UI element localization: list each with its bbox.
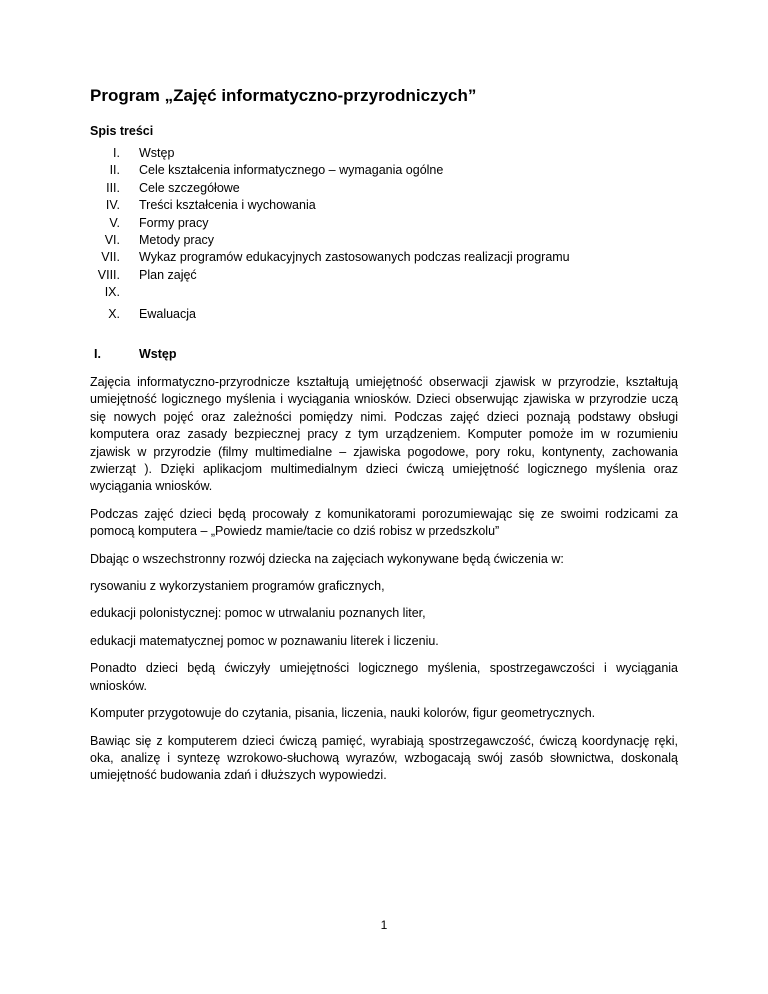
paragraph: edukacji matematycznej pomoc w poznawaniu literek i liczeniu. bbox=[90, 633, 439, 648]
toc-number: X. bbox=[108, 306, 120, 321]
toc-label: Metody pracy bbox=[139, 232, 215, 247]
toc-label: Plan zajęć bbox=[139, 267, 197, 282]
paragraph: Zajęcia informatyczno-przyrodnicze kształtują umiejętność obserwacji zjawisk w przyrodzie, kształtują umiejętność logicznego myślenia i wyciągania wniosków. Dzieci obserwując zjawiska w przyrodzie uczą się nowych pojęć oraz zależności pomiędzy nimi. Podczas zajęć dzieci poznają podstawy obsługi komputera oraz zasady bezpiecznej pracy z tym urządzeniem. Komputer pomoże im w rozumieniu zjawisk w przyrodzie (filmy multimedialne – zjawiska pogodowe, pory roku, kontynenty, zachowania zwierząt ). Dzięki aplikacjom multimedialnym dzieci ćwiczą umiejętność logicznego myślenia oraz wyciągania wniosków. bbox=[90, 375, 678, 494]
toc-number: VI. bbox=[104, 232, 120, 247]
paragraph: Ponadto dzieci będą ćwiczyły umiejętności logicznego myślenia, spostrzegawczości i wyciągania wniosków. bbox=[90, 661, 678, 693]
page-number: 1 bbox=[380, 918, 388, 932]
toc-number: V. bbox=[109, 215, 120, 230]
section-number: I. bbox=[94, 347, 101, 361]
toc-label: Cele kształcenia informatycznego – wymagania ogólne bbox=[139, 163, 444, 178]
section-body bbox=[90, 374, 678, 795]
toc-number: III. bbox=[106, 180, 120, 195]
document-title: Program „Zajęć informatyczno-przyrodniczych” bbox=[90, 86, 477, 105]
paragraph: Dbając o wszechstronny rozwój dziecka na zajęciach wykonywane będą ćwiczenia w: bbox=[90, 551, 564, 566]
paragraph: Bawiąc się z komputerem dzieci ćwiczą pamięć, wyrabiają spostrzegawczość, ćwiczą koordynację ręki, oka, analizę i syntezę wzrokowo-słuchową wyrazów, wzbogacają swój zasób słownictwa, doskonalą umiejętność budowania zdań i dłuższych wypowiedzi. bbox=[90, 733, 678, 783]
section-title: Wstęp bbox=[139, 347, 177, 361]
toc-label: Ewaluacja bbox=[139, 306, 196, 321]
toc-label: Cele szczegółowe bbox=[139, 180, 240, 195]
toc-label: Formy pracy bbox=[139, 215, 209, 230]
toc-number: IX. bbox=[104, 285, 120, 300]
toc-number: IV. bbox=[105, 198, 120, 213]
toc-label: Treści kształcenia i wychowania bbox=[139, 198, 316, 213]
toc-heading: Spis treści bbox=[90, 124, 154, 138]
toc-number: VIII. bbox=[97, 267, 120, 282]
toc-label: Wykaz programów edukacyjnych zastosowanych podczas realizacji programu bbox=[139, 250, 570, 265]
toc-label: Wstęp bbox=[139, 146, 175, 160]
toc-number: I. bbox=[113, 146, 120, 160]
paragraph: Komputer przygotowuje do czytania, pisania, liczenia, nauki kolorów, figur geometrycznych. bbox=[90, 706, 596, 721]
paragraph: Podczas zajęć dzieci będą procowały z komunikatorami porozumiewając się ze swoimi rodzicami za pomocą komputera – „Powiedz mamie/tacie co dziś robisz w przedszkolu” bbox=[90, 506, 678, 539]
paragraph: edukacji polonistycznej: pomoc w utrwalaniu poznanych liter, bbox=[90, 606, 426, 621]
toc-number: VII. bbox=[101, 250, 120, 265]
paragraph: rysowaniu z wykorzystaniem programów graficznych, bbox=[90, 579, 385, 594]
toc-number: II. bbox=[109, 163, 120, 178]
